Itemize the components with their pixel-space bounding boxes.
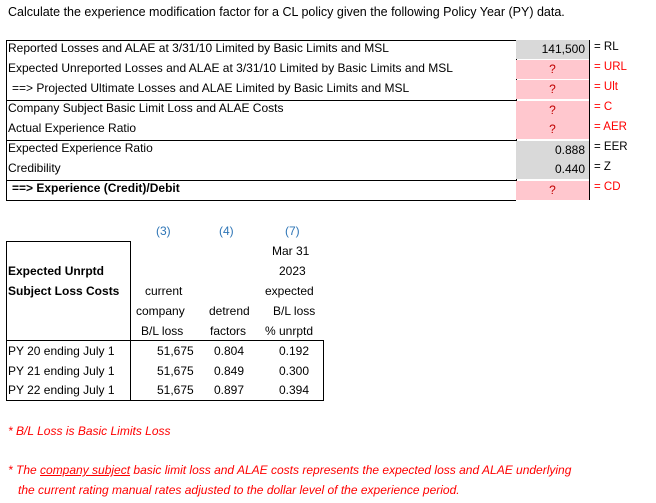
col-num-3: (3) [156, 224, 171, 238]
calc-row-rl [6, 40, 651, 60]
row-label: PY 20 ending July 1 [8, 344, 115, 358]
calc-label: Actual Experience Ratio [8, 121, 137, 135]
calc-row-c [6, 100, 651, 120]
note-prefix: * The [8, 463, 41, 477]
calc-symbol: = RL [594, 41, 619, 53]
header-unrptd: % unrptd [265, 324, 314, 338]
calc-symbol: = Ult [594, 81, 618, 93]
date-line1: Mar 31 [272, 244, 310, 258]
calc-label: ==> Projected Ultimate Losses and ALAE Limited by Basic Limits and MSL [12, 81, 410, 95]
row-pct: 0.394 [279, 383, 310, 397]
calc-row-url [6, 60, 651, 80]
row-factor: 0.849 [214, 364, 245, 378]
row-pct: 0.192 [279, 344, 310, 358]
calc-symbol: = EER [594, 141, 628, 153]
table-title-line1: Expected Unrptd [8, 264, 105, 278]
header-detrend: detrend [209, 304, 250, 318]
calc-value: ? [516, 80, 589, 99]
col-num-4: (4) [219, 224, 234, 238]
note-company-subject-line2: the current rating manual rates adjusted to the dollar level of the experience period. [18, 483, 460, 497]
calc-value: 0.888 [516, 141, 589, 160]
header-factors: factors [210, 324, 247, 338]
calc-symbol: = AER [594, 121, 627, 133]
calc-value: ? [516, 101, 589, 120]
row-factor: 0.897 [214, 383, 245, 397]
calc-row-aer [6, 120, 651, 140]
calc-row-cd [6, 180, 651, 200]
row-bl: 51,675 [157, 344, 194, 358]
date-line2: 2023 [279, 264, 306, 278]
header-expected: expected [265, 284, 314, 298]
row-label: PY 21 ending July 1 [8, 364, 115, 378]
calc-row-eer [6, 140, 651, 160]
row-pct: 0.300 [279, 364, 310, 378]
calc-label: Reported Losses and ALAE at 3/31/10 Limited by Basic Limits and MSL [8, 41, 389, 55]
note-underlined-term: company subject [40, 463, 131, 477]
calc-value: ? [516, 181, 589, 200]
col-num-7: (7) [285, 224, 300, 238]
calc-label: Expected Experience Ratio [8, 141, 153, 155]
note-company-subject [8, 461, 571, 479]
calc-row-ult [6, 80, 651, 100]
row-bl: 51,675 [157, 364, 194, 378]
note-basic-limits: * B/L Loss is Basic Limits Loss [8, 424, 171, 438]
calc-row-z [6, 160, 651, 180]
calc-value: ? [516, 120, 589, 139]
note-rest: basic limit loss and ALAE costs represents the expected loss and ALAE underlying [130, 463, 572, 477]
header-blloss-2: B/L loss [273, 304, 316, 318]
table-title-line2: Subject Loss Costs [8, 284, 120, 298]
header-blloss: B/L loss [141, 324, 184, 338]
intro-text: Calculate the experience modification factor for a CL policy given the following Policy Year (PY) data. [8, 5, 565, 19]
calc-symbol: = Z [594, 161, 611, 173]
row-label: PY 22 ending July 1 [8, 383, 115, 397]
header-company: company [136, 304, 185, 318]
calc-value: 0.440 [516, 160, 589, 179]
calc-symbol: = C [594, 101, 613, 113]
header-current: current [145, 284, 183, 298]
calc-value: 141,500 [516, 40, 589, 59]
row-bl: 51,675 [157, 383, 194, 397]
calc-table [6, 40, 651, 200]
calc-symbol: = URL [594, 61, 627, 73]
calc-label: Company Subject Basic Limit Loss and ALAE Costs [8, 101, 284, 115]
calc-value: ? [516, 60, 589, 79]
calc-symbol: = CD [594, 181, 621, 193]
calc-label: ==> Experience (Credit)/Debit [12, 181, 180, 195]
row-factor: 0.804 [214, 344, 245, 358]
calc-label: Expected Unreported Losses and ALAE at 3/31/10 Limited by Basic Limits and MSL [8, 61, 453, 75]
calc-label: Credibility [8, 161, 61, 175]
